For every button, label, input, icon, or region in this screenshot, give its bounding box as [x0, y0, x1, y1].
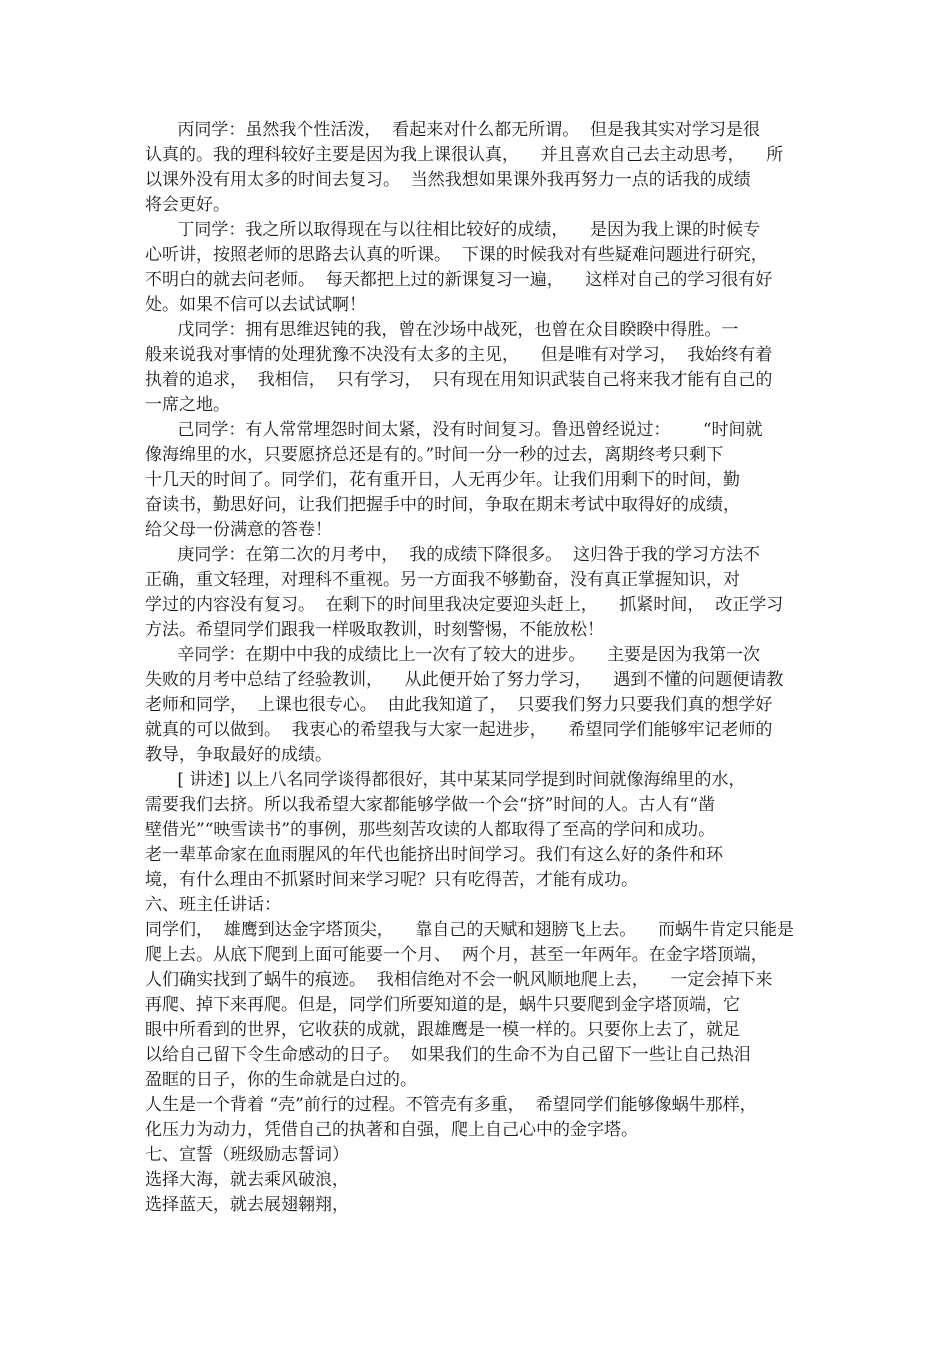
- text-line: 一席之地。: [145, 395, 230, 415]
- text-line: [ 讲述] 以上八名同学谈得都很好，其中某某同学提到时间就像海绵里的水，: [145, 770, 746, 790]
- text-line: 选择大海，就去乘风破浪，: [145, 1170, 349, 1190]
- text-line: 爬上去。从底下爬到上面可能要一个月、 两个月，甚至一年两年。在金字塔顶端，: [145, 945, 768, 965]
- text-line: 人们确实找到了蜗牛的痕迹。 我相信绝对不会一帆风顺地爬上去， 一定会掉下来: [145, 970, 773, 990]
- text-line: 辛同学：在期中中我的成绩比上一次有了较大的进步。 主要是因为我第一次: [145, 645, 761, 665]
- text-line: 奋读书，勤思好问，让我们把握手中的时间，争取在期末考试中取得好的成绩，: [145, 495, 740, 515]
- text-line: 老师和同学， 上课也很专心。 由此我知道了， 只要我们努力只要我们真的想学好: [145, 695, 773, 715]
- text-line: 失败的月考中总结了经验教训， 从此便开始了努力学习， 遇到不懂的问题便请教: [145, 670, 784, 690]
- text-line: 教导，争取最好的成绩。: [145, 745, 332, 765]
- text-line: 方法。希望同学们跟我一样吸取教训，时刻警惕，不能放松！: [145, 620, 604, 640]
- text-line: 庚同学：在第二次的月考中， 我的成绩下降很多。 这归咎于我的学习方法不: [145, 545, 761, 565]
- text-line: 壁借光”“映雪读书”的事例，那些刻苦攻读的人都取得了至高的学问和成功。: [145, 820, 716, 840]
- text-line: 境，有什么理由不抓紧时间来学习呢？只有吃得苦，才能有成功。: [145, 870, 638, 890]
- text-line: 执着的追求， 我相信， 只有学习， 只有现在用知识武装自己将来我才能有自己的: [145, 370, 773, 390]
- text-line: 再爬、掉下来再爬。但是，同学们所要知道的是，蜗牛只要爬到金字塔顶端，它: [145, 995, 740, 1015]
- text-line: 正确，重文轻理，对理科不重视。另一方面我不够勤奋，没有真正掌握知识，对: [145, 570, 740, 590]
- text-line: 般来说我对事情的处理犹豫不决没有太多的主见， 但是唯有对学习， 我始终有着: [145, 345, 773, 365]
- text-line: 己同学：有人常常埋怨时间太紧，没有时间复习。鲁迅曾经说过： “时间就: [145, 420, 763, 440]
- text-line: 以课外没有用太多的时间去复习。 当然我想如果课外我再努力一点的话我的成绩: [145, 170, 751, 190]
- text-line: 以给自己留下令生命感动的日子。 如果我们的生命不为自己留下一些让自己热泪: [145, 1045, 751, 1065]
- text-line: 眼中所看到的世界，它收获的成就，跟雄鹰是一模一样的。只要你上去了，就足: [145, 1020, 740, 1040]
- text-line: 老一辈革命家在血雨腥风的年代也能挤出时间学习。我们有这么好的条件和环: [145, 845, 723, 865]
- text-line: 不明白的就去问老师。 每天都把上过的新课复习一遍， 这样对自己的学习很有好: [145, 270, 773, 290]
- text-line: 处。如果不信可以去试试啊！: [145, 295, 366, 315]
- text-line: 十几天的时间了。同学们，花有重开日，人无再少年。让我们用剩下的时间，勤: [145, 470, 740, 490]
- text-line: 选择蓝天，就去展翅翱翔，: [145, 1195, 349, 1215]
- text-line: 同学们， 雄鹰到达金字塔顶尖， 靠自己的天赋和翅膀飞上去。 而蜗牛肯定只能是: [145, 920, 795, 940]
- text-line: 认真的。我的理科较好主要是因为我上课很认真， 并且喜欢自己去主动思考， 所: [145, 145, 784, 165]
- text-line: 戊同学：拥有思维迟钝的我，曾在沙场中战死，也曾在众目睽睽中得胜。一: [145, 320, 739, 340]
- text-line: 丙同学：虽然我个性活泼， 看起来对什么都无所谓。 但是我其实对学习是很: [145, 120, 761, 140]
- text-line: 人生是一个背着 “壳”前行的过程。不管壳有多重， 希望同学们能够像蜗牛那样，: [145, 1095, 757, 1115]
- text-line: 需要我们去挤。所以我希望大家都能够学做一个会“挤”时间的人。古人有“凿: [145, 795, 716, 815]
- text-line: 六、班主任讲话：: [145, 895, 281, 915]
- text-line: 像海绵里的水，只要愿挤总还是有的。”时间一分一秒的过去，离期终考只剩下: [145, 445, 724, 465]
- text-line: 七、宣誓（班级励志誓词）: [145, 1145, 349, 1165]
- text-line: 心听讲，按照老师的思路去认真的听课。 下课的时候我对有些疑难问题进行研究，: [145, 245, 768, 265]
- text-line: 就真的可以做到。 我衷心的希望我与大家一起进步， 希望同学们能够牢记老师的: [145, 720, 773, 740]
- text-line: 丁同学：我之所以取得现在与以往相比较好的成绩， 是因为我上课的时候专: [145, 220, 761, 240]
- text-line: 将会更好。: [145, 195, 230, 215]
- text-line: 学过的内容没有复习。 在剩下的时间里我决定要迎头赶上， 抓紧时间， 改正学习: [145, 595, 784, 615]
- text-line: 给父母一份满意的答卷！: [145, 520, 332, 540]
- text-line: 盈眶的日子，你的生命就是白过的。: [145, 1070, 417, 1090]
- text-line: 化压力为动力，凭借自己的执著和自强，爬上自己心中的金字塔。: [145, 1120, 638, 1140]
